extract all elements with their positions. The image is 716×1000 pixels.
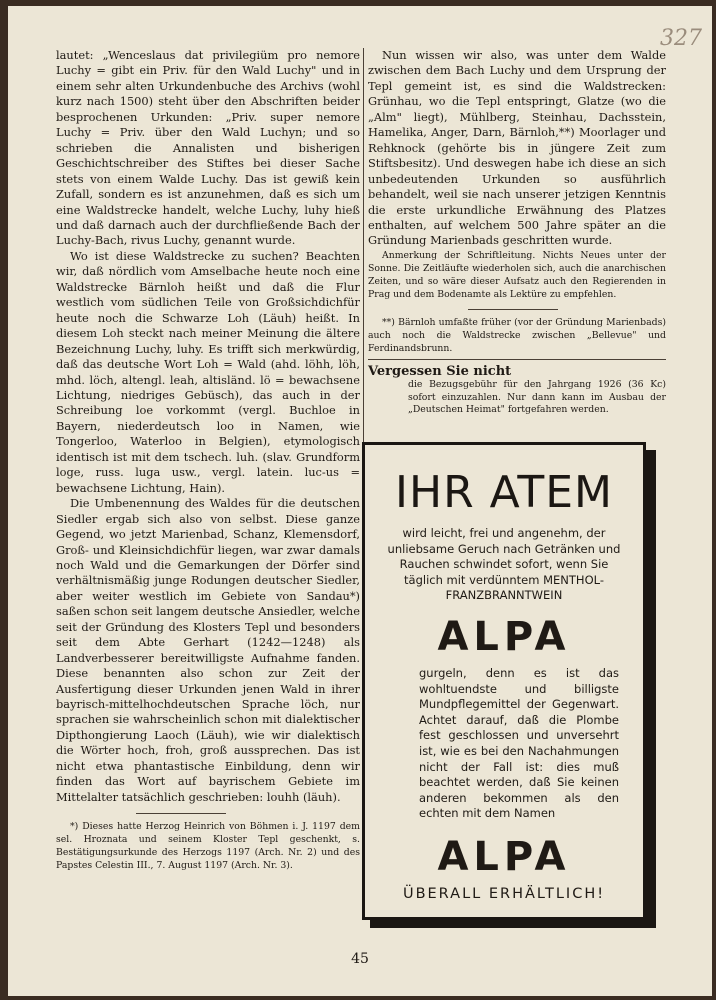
notice-title: Vergessen Sie nicht [368,363,512,379]
notice-divider [368,359,666,360]
ad-footer: ÜBERALL ERHÄLTLICH! [402,885,606,902]
editor-note: Anmerkung der Schriftleitung. Nichts Neues unter der Sonne. Die Zeitläufte wiederholen sich, auch die anarchischen Zeiten, und so wäre dieser Aufsatz auch den Regierenden in Prag und dem Bodenamte als Lektüre zu empfehlen. [368,249,666,300]
handwritten-page-number: 327 [660,26,702,51]
notice-text: die Bezugsgebühr für den Jahrgang 1926 (36 Kc) sofort einzuzahlen. Nur dann kann im Ausbau der „Deutschen Heimat" fortgefahren werden. [408,379,666,416]
ad-brand-name-bottom: ALPA [437,833,571,880]
ad-intro: wird leicht, frei und angenehm, der unliebsame Geruch nach Getränken und Rauchen schwindet sofort, wenn Sie täglich mit verdünntem MENTHOL-FRANZBRANNTWEIN [387,526,621,603]
left-column [56,48,360,872]
alpa-advertisement [362,442,646,920]
ad-shadow-right [646,450,656,928]
ad-body-text: gurgeln, denn es ist das wohltuendste und billigste Mundpflegemittel der Gegenwart. Achtet darauf, daß die Plombe fest geschlossen und unversehrt ist, wie es bei den Nachahmungen nicht der Fall ist: dies muß beachtet werden, daß Sie keinen anderen bekommen als den echten mit dem Namen [419,665,619,821]
paragraph-1: lautet: „Wenceslaus dat privilegiüm pro nemore Luchy = gibt ein Priv. für den Wald Luchy" und in einem sehr alten Urkundenbuche des Archivs (wohl kurz nach 1500) steht über den Abschriften beider besprochenen Urkunden: „Priv. super nemore Luchy = Priv. über den Wald Luchyn; und so schrieben die Annalisten und bisherigen Geschichtschreiber des Stiftes bei dieser Sache stets von einem Walde Luchy. Das ist gewiß kein Zufall, sondern es ist anzunehmen, daß es sich um eine Waldstrecke handelt, welche Luchy, luhy hieß und daß darnach auch der durchfließende Bach der Luchy-Bach, rivus Luchy, genannt wurde. [56,48,360,248]
ad-headline: IHR ATEM [395,467,613,518]
paragraph-2: Wo ist diese Waldstrecke zu suchen? Beachten wir, daß nördlich vom Amselbache heute noch eine Waldstrecke Bärnloh heißt und daß die Flur westlich vom südlichen Teile von Großsichdichfür heute noch die Schwarze Loh (Läuh) heißt. In diesem Loh steckt nach meiner Meinung die ältere Bezeichnung Luchy, luhy. Es trifft sich merkwürdig, daß das deutsche Wort Loh = Wald (ahd. löhh, löh, mhd. löch, altengl. leah, altisländ. lö = bewachsene Lichtung, niedriges Gebüsch), das auch in der Schreibung loe vorkommt (vergl. Buchloe in Bayern, niederdeutsch loo in Namen, wie Tongerloo, Waterloo in Belgien), etymologisch identisch ist mit dem tschech. luh. (slav. Grundform loge, russ. luga usw., vergl. latein. luc-us = bewachsene Lichtung, Hain). [56,248,360,495]
footnote-sandau: *) Dieses hatte Herzog Heinrich von Böhmen i. J. 1197 dem sel. Hroznata und seinem Kloster Tepl geschenkt, s. Bestätigungsurkunde des Herzogs 1197 (Arch. Nr. 2) und des Papstes Celestin III., 7. August 1197 (Arch. Nr. 3). [56,821,360,872]
right-column [368,48,666,417]
ad-brand-name: ALPA [437,613,571,660]
footnote-divider-right [468,309,558,310]
footnote-baernloh: **) Bärnloh umfaßte früher (vor der Gründung Marienbads) auch noch die Waldstrecke zwischen „Bellevue" und Ferdinandsbrunn. [368,316,666,354]
paragraph-3: Die Umbenennung des Waldes für die deutschen Siedler ergab sich also von selbst. Diese ganze Gegend, wo jetzt Marienbad, Schanz, Klemensdorf, Groß- und Kleinsichdichfür liegen, war zwar damals noch Wald und die Gemarkungen der Dörfer sind verhältnismäßig junge Rodungen deutscher Siedler, aber weiter westlich im Gebiete von Sandau*) saßen schon seit langem deutsche Ansiedler, welche seit der Gründung des Klosters Tepl und besonders seit dem Abte Gerhart (1242—1248) als Landverbesserer bereitwilligste Aufnahme fanden. Diese benannten also schon zur Zeit der Ausfertigung dieser Urkunden jenen Wald in ihrer bayrisch-mittelhochdeutschen Sprache löch, nur sprachen sie wahrscheinlich schon mit dialektischer Dipthongierung Laoch (Läuh), wie wir dialektisch die Wörter hoch, froh, groß aussprechen. Das ist nicht etwa phantastische Einbildung, denn wir finden das Wort auf bayrischem Gebiete im Mittelalter tatsächlich geschrieben: louhh (läuh). [56,496,360,804]
page-number: 45 [351,951,369,967]
paragraph-right: Nun wissen wir also, was unter dem Walde zwischen dem Bach Luchy und dem Ursprung der Tepl gemeint ist, es sind die Waldstrecken: Grünhau, wo die Tepl entspringt, Glatze (wo die „Alm" liegt), Mühlberg, Steinhau, Dachsstein, Hamelika, Anger, Darn, Bärnloh,**) Moorlager und Rehknock (gehörte bis in jüngere Zeit zum Stiftsbesitz). Und deswegen habe ich diese an sich unbedeutenden Urkunden so ausführlich behandelt, weil sie nach unserer jetzigen Kenntnis die erste urkundliche Erwähnung des Platzes enthalten, auf welchem 500 Jahre später an die Gründung Marienbads geschritten wurde. [368,48,666,248]
footnote-divider [136,813,226,814]
